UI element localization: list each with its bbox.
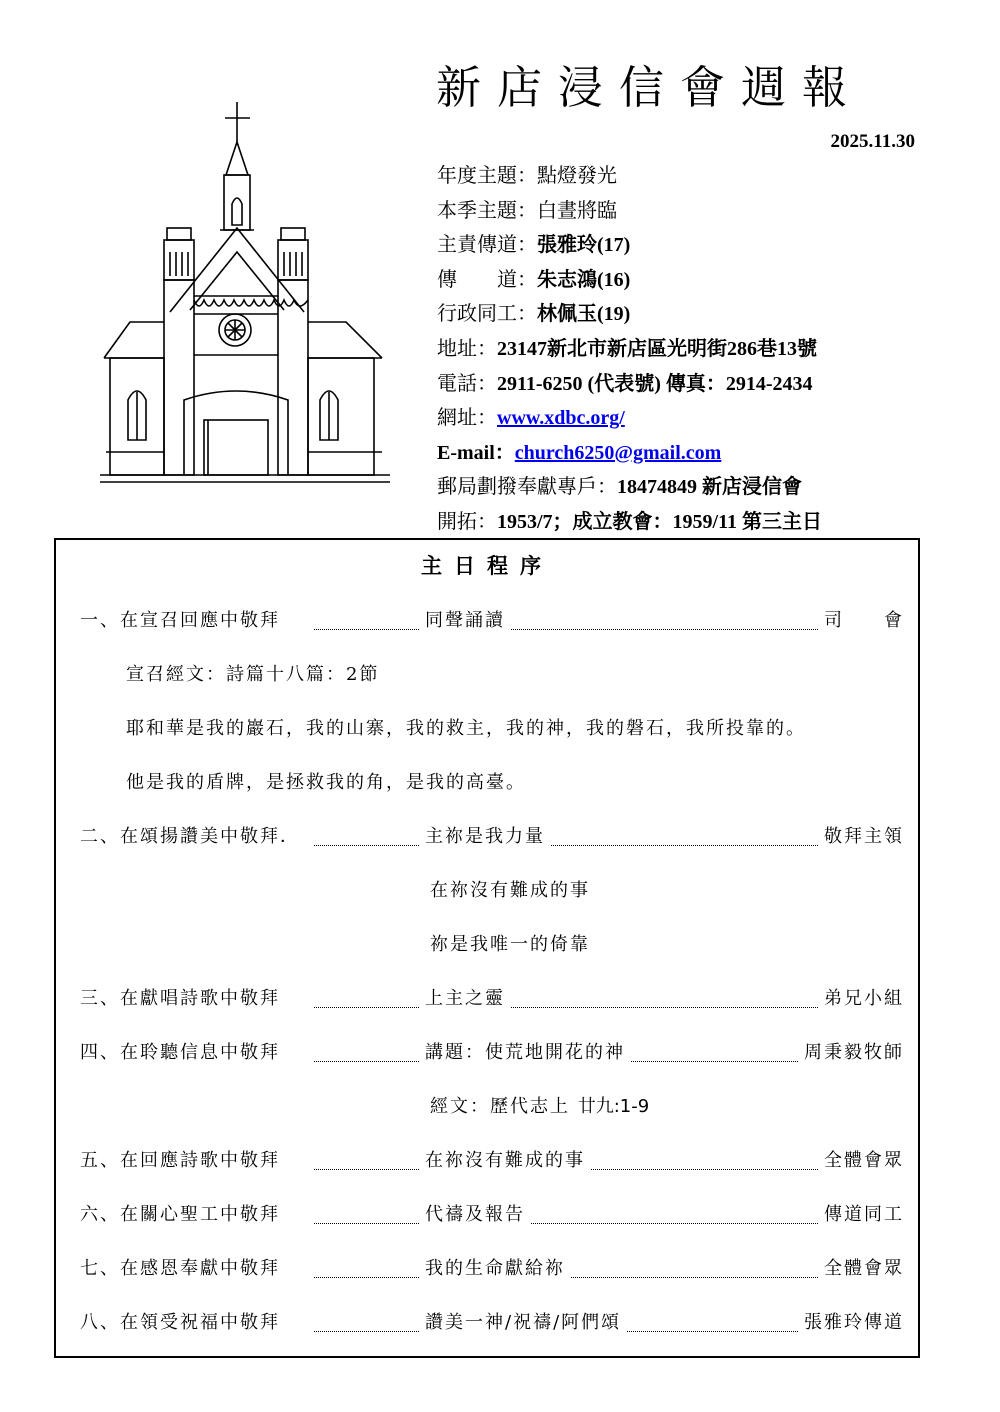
dot-leader (551, 844, 818, 846)
program-content: 在祢沒有難成的事 (425, 1150, 585, 1171)
info-phone-fax (437, 366, 822, 401)
info-postal-account (437, 469, 822, 504)
program-leader: 周秉毅牧師 (804, 1042, 904, 1063)
info-label: 地址： (437, 335, 497, 360)
info-label: 行政同工： (437, 301, 537, 326)
program-leader: 敬拜主領 (824, 826, 904, 847)
dot-leader (314, 1006, 419, 1008)
info-label: 主責傳道： (437, 232, 537, 257)
church-illustration (100, 100, 390, 490)
program-item (80, 1200, 904, 1230)
info-value: 18474849 新店浸信會 (617, 476, 802, 499)
program-item (80, 984, 904, 1014)
program-item (80, 1308, 904, 1338)
info-label: 網址： (437, 405, 497, 430)
bulletin-date: 2025.11.30 (830, 131, 915, 152)
church-info (437, 158, 822, 539)
call-verse-ref: 宣召經文：詩篇十八篇：2節 (126, 664, 380, 685)
website-link[interactable]: www.xdbc.org/ (497, 407, 625, 430)
info-label: 開拓： (437, 508, 497, 533)
program-leader: 全體會眾 (824, 1258, 904, 1279)
call-verse-line-1: 耶和華是我的巖石，我的山寨，我的救主，我的神，我的磐石，我所投靠的。 (126, 718, 806, 739)
sunday-program (54, 538, 920, 1358)
info-label: 傳 道： (437, 266, 537, 291)
dot-leader (571, 1276, 818, 1278)
info-value: 點燈發光 (537, 163, 617, 187)
program-part: 一、在宣召回應中敬拜 (80, 610, 280, 631)
dot-leader (631, 1060, 798, 1062)
info-label: 郵局劃撥奉獻專戶： (437, 474, 617, 499)
program-part: 四、在聆聽信息中敬拜 (80, 1042, 280, 1063)
dot-leader (591, 1168, 818, 1170)
program-part: 六、在關心聖工中敬拜 (80, 1204, 280, 1225)
email-link[interactable]: church6250@gmail.com (514, 441, 722, 464)
dot-leader (314, 1060, 419, 1062)
dot-leader (314, 628, 419, 630)
scripture (430, 1092, 649, 1118)
info-value: 朱志鴻(16) (537, 268, 631, 291)
info-value: 林佩玉(19) (537, 303, 631, 326)
call-verse-line-2: 他是我的盾牌，是拯救我的角，是我的高臺。 (126, 772, 526, 793)
program-title: 主日程序 (421, 553, 553, 578)
dot-leader (314, 1330, 419, 1332)
program-content: 主祢是我力量 (425, 826, 545, 847)
info-website (437, 400, 822, 435)
info-label: 電話： (437, 370, 497, 395)
program-item (80, 1146, 904, 1176)
scripture-label: 經文：歷代志上 (430, 1096, 578, 1117)
info-season-theme (437, 193, 822, 228)
info-label: E-mail： (437, 441, 515, 464)
info-value: 23147新北市新店區光明街286巷13號 (497, 337, 817, 360)
dot-leader (511, 628, 818, 630)
info-label: 年度主題： (437, 163, 537, 187)
program-part: 五、在回應詩歌中敬拜 (80, 1150, 280, 1171)
dot-leader (314, 1276, 419, 1278)
dot-leader (314, 844, 419, 846)
info-value: 白晝將臨 (537, 197, 617, 222)
dot-leader (511, 1006, 818, 1008)
program-leader: 傳道同工 (824, 1204, 904, 1225)
program-content: 同聲誦讀 (425, 610, 505, 631)
info-admin-staff (437, 296, 822, 331)
program-item (80, 822, 904, 852)
info-value: 2911-6250 (代表號) 傳真：2914-2434 (497, 372, 813, 395)
info-label: 本季主題： (437, 197, 537, 222)
dot-leader (314, 1168, 419, 1170)
info-pastor (437, 262, 822, 297)
program-part: 三、在獻唱詩歌中敬拜 (80, 988, 280, 1009)
info-address (437, 331, 822, 366)
dot-leader (531, 1222, 818, 1224)
info-lead-pastor (437, 227, 822, 262)
program-item (80, 1038, 904, 1068)
program-content: 我的生命獻給祢 (425, 1258, 565, 1279)
program-item (80, 606, 904, 636)
program-content: 讚美一神/祝禱/阿們頌 (425, 1312, 622, 1333)
info-founded (437, 504, 822, 539)
program-item (80, 1254, 904, 1284)
program-leader: 張雅玲傳道 (804, 1312, 904, 1333)
dot-leader (627, 1330, 798, 1332)
program-part: 八、在領受祝福中敬拜 (80, 1312, 280, 1333)
program-part: 二、在頌揚讚美中敬拜． (80, 826, 300, 847)
info-email (437, 435, 822, 470)
program-content: 代禱及報告 (425, 1204, 525, 1225)
program-leader: 全體會眾 (824, 1150, 904, 1171)
info-annual-theme (437, 158, 822, 193)
info-value: 張雅玲(17) (537, 234, 631, 257)
program-content: 講題：使荒地開花的神 (425, 1042, 625, 1063)
program-leader: 司 會 (824, 610, 904, 631)
program-leader: 弟兄小組 (824, 988, 904, 1009)
bulletin-title: 新店浸信會週報 (436, 61, 864, 114)
info-value: 1953/7；成立教會：1959/11 第三主日 (497, 510, 823, 533)
program-content: 上主之靈 (425, 988, 505, 1009)
scripture-ref: 廿九:1-9 (577, 1096, 650, 1117)
dot-leader (314, 1222, 419, 1224)
praise-song-2: 在祢沒有難成的事 (430, 880, 590, 901)
praise-song-3: 祢是我唯一的倚靠 (430, 934, 590, 955)
program-part: 七、在感恩奉獻中敬拜 (80, 1258, 280, 1279)
